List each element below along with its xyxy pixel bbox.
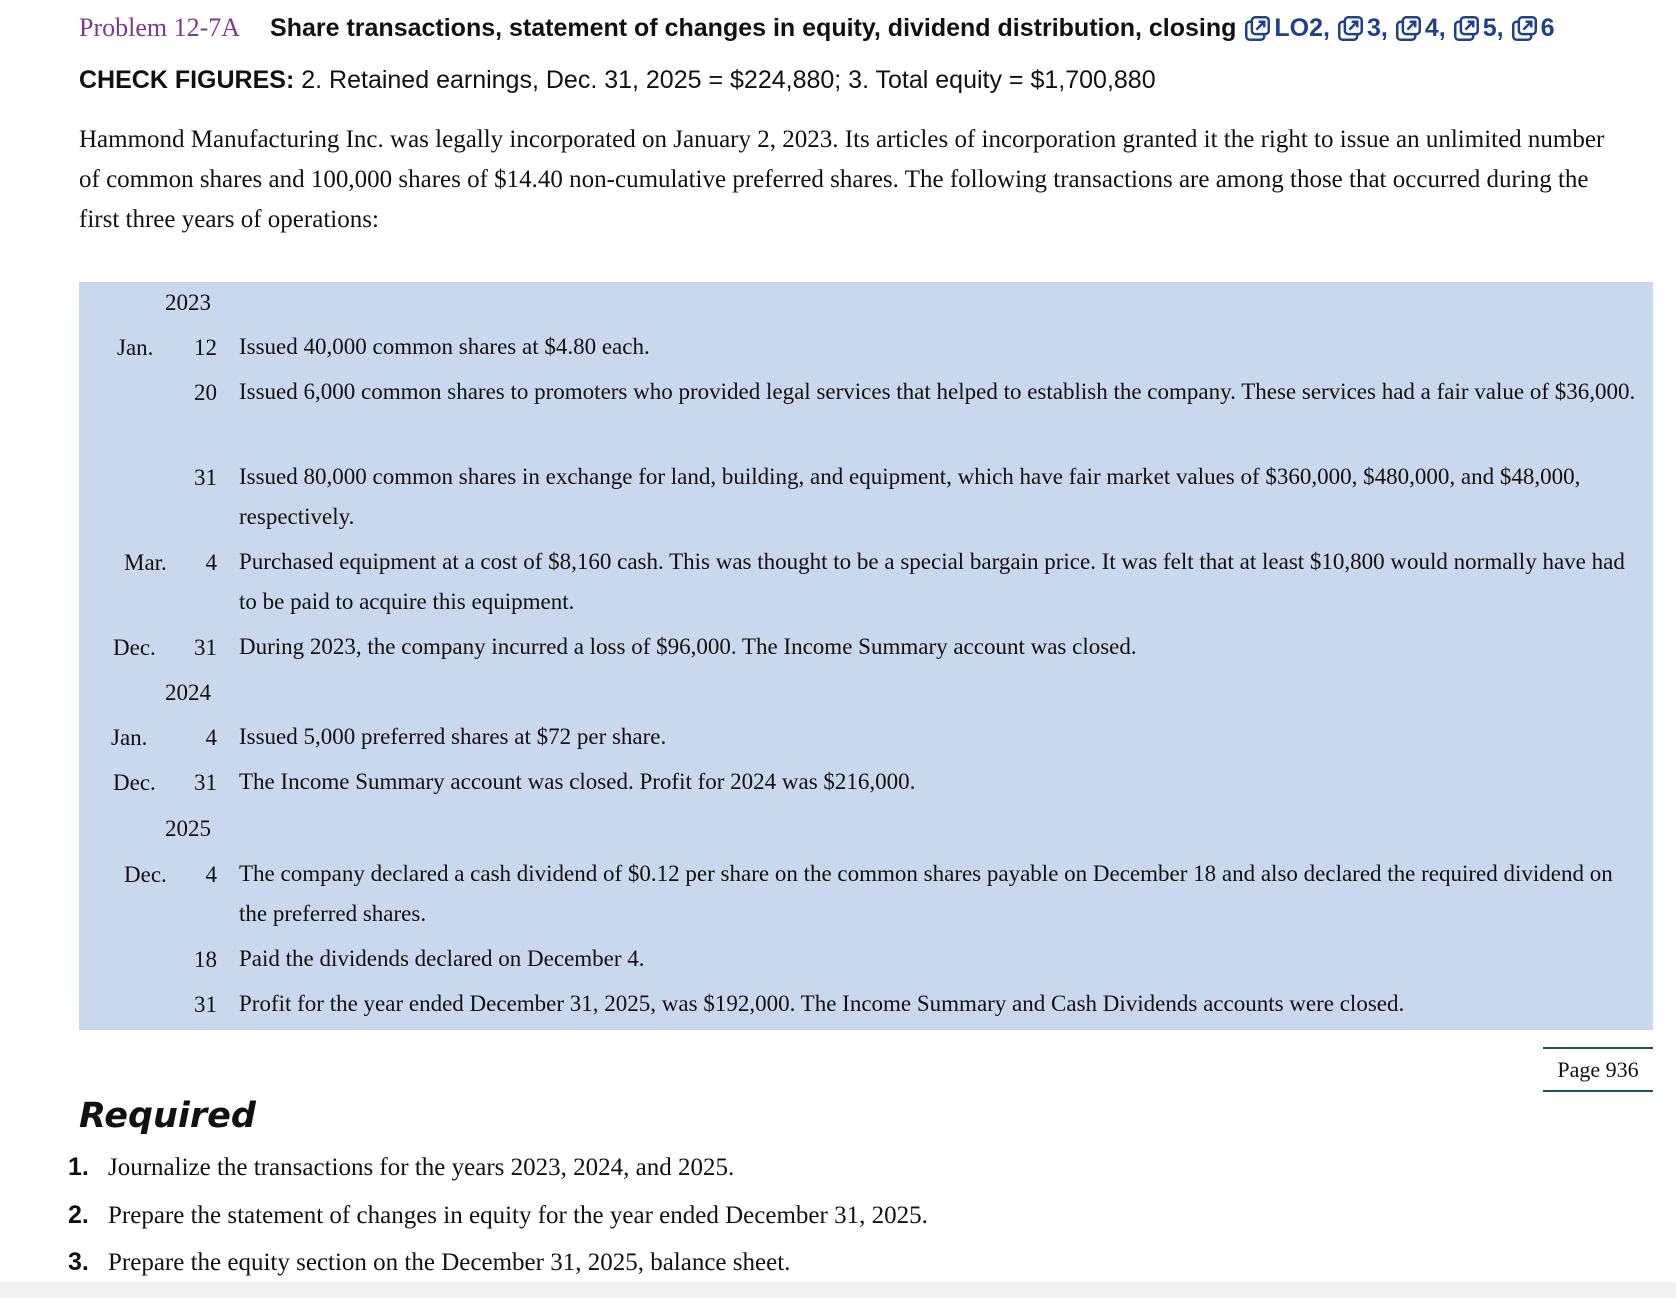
transaction-text: Issued 5,000 preferred shares at $72 per share. [239,724,667,749]
transaction-text: Purchased equipment at a cost of $8,160 cash. This was thought to be a special bargain price. It was felt that at least $10,800 would normally have had to be paid to acquire this equipment. [239,549,1625,614]
transaction-text: The company declared a cash dividend of $0.12 per share on the common shares payable on December 18 and also declared the required dividend on the preferred shares. [239,861,1613,926]
day-label: 4 [205,550,217,575]
required-item-number: 3. [68,1248,89,1276]
transaction-text: During 2023, the company incurred a loss of $96,000. The Income Summary account was closed. [239,634,1137,659]
lo-link-4[interactable] [1395,14,1446,43]
year-label: 2025 [165,816,211,841]
lo-link-6[interactable] [1511,14,1555,43]
month-label: Dec. [113,635,156,660]
lo-link-label: 4, [1424,13,1446,42]
required-item-text: Prepare the equity section on the December 31, 2025, balance sheet. [108,1249,791,1276]
transaction-text: Issued 6,000 common shares to promoters who provided legal services that helped to establish the company. These services had a fair value of $36,000. [239,379,1636,404]
day-label: 31 [194,465,217,490]
year-label: 2023 [165,290,211,315]
problem-title: Share transactions, statement of changes in equity, dividend distribution, closing [270,13,1237,42]
lo-link-label: 5, [1482,13,1504,42]
required-item-number: 2. [68,1201,89,1229]
month-label: Jan. [111,725,148,750]
check-figures [79,66,1156,95]
day-label: 31 [194,635,217,660]
required-item [68,1153,734,1182]
lo-link-3[interactable] [1337,14,1388,43]
page-marker: Page 936 [1543,1047,1653,1092]
external-link-icon [1244,15,1271,42]
month-label: Mar. [124,550,167,575]
bottom-shade [0,1282,1676,1298]
transaction-text: Profit for the year ended December 31, 2025, was $192,000. The Income Summary and Cash Dividends accounts were closed. [239,991,1405,1016]
month-label: Dec. [113,770,156,795]
external-link-icon [1453,15,1480,42]
lo-link-label: 6 [1540,13,1555,42]
check-figures-text: 2. Retained earnings, Dec. 31, 2025 = $224,880; 3. Total equity = $1,700,880 [301,66,1156,94]
day-label: 31 [194,992,217,1017]
external-link-icon [1511,15,1538,42]
month-label: Jan. [117,335,154,360]
transaction-text: The Income Summary account was closed. Profit for 2024 was $216,000. [239,769,916,794]
transaction-text: Issued 40,000 common shares at $4.80 each. [239,334,650,359]
month-label: Dec. [124,862,167,887]
lo-link-label: LO2, [1274,13,1330,42]
day-label: 31 [194,770,217,795]
day-label: 18 [194,947,217,972]
problem-number: Problem 12-7A [79,13,241,42]
required-item [68,1248,790,1277]
problem-header [79,8,1676,48]
day-label: 20 [194,380,217,405]
day-label: 4 [205,725,217,750]
day-label: 4 [205,862,217,887]
intro-paragraph: Hammond Manufacturing Inc. was legally incorporated on January 2, 2023. Its articles of incorporation granted it the right to issue an unlimited number of common shares and 100,000 shares of $14.40 non-cumulative preferred shares. The following transactions are among those that occurred during the first three years of operations: [79,126,1605,233]
external-link-icon [1337,15,1364,42]
lo-link-5[interactable] [1453,14,1504,43]
required-item-text: Journalize the transactions for the years 2023, 2024, and 2025. [108,1154,735,1181]
year-label: 2024 [165,680,211,705]
lo-link-2[interactable] [1244,14,1330,43]
lo-link-label: 3, [1366,13,1388,42]
transactions-panel [79,282,1653,1030]
required-item-text: Prepare the statement of changes in equity for the year ended December 31, 2025. [108,1202,928,1229]
required-item [68,1201,928,1230]
transaction-text: Issued 80,000 common shares in exchange for land, building, and equipment, which have fair market values of $360,000, $480,000, and $48,000, respectively. [239,464,1581,529]
check-figures-label: CHECK FIGURES: [79,66,295,94]
required-item-number: 1. [68,1153,89,1181]
external-link-icon [1395,15,1422,42]
transaction-text: Paid the dividends declared on December 4. [239,946,645,971]
day-label: 12 [194,335,217,360]
required-heading: Required [79,1096,256,1136]
